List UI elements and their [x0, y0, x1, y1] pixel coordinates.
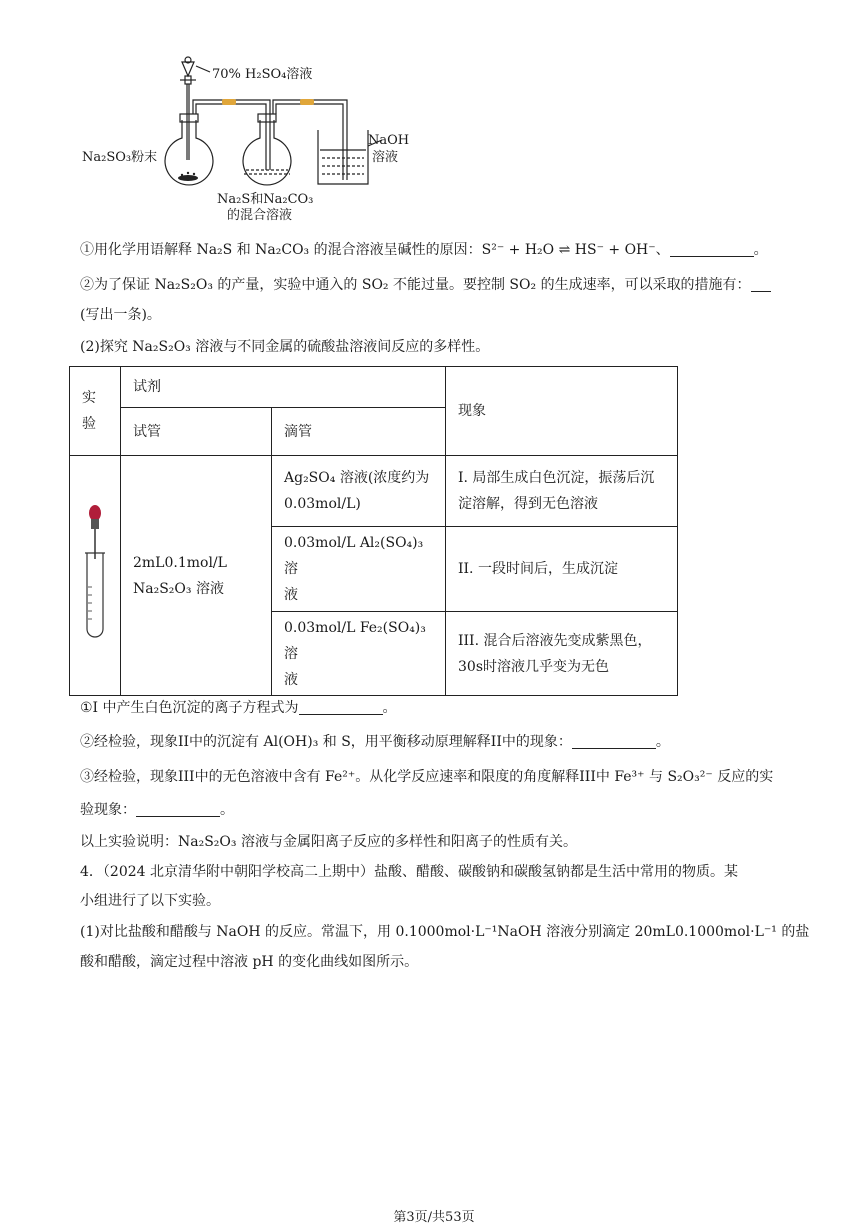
flask2-label-line2: 的混合溶液: [227, 208, 293, 223]
phenomenon-1: I. 局部生成白色沉淀，振荡后沉 淀溶解，得到无色溶液: [446, 456, 678, 527]
answer-blank[interactable]: [136, 802, 220, 817]
q2-sub3-line1: ③经检验，现象III中的无色溶液中含有 Fe²⁺。从化学反应速率和限度的角度解释III中 Fe³⁺ 与 S₂O₃²⁻ 反应的实: [80, 769, 774, 785]
experiment-table: [69, 366, 678, 696]
q1-part1-text: ①用化学用语解释 Na₂S 和 Na₂CO₃ 的混合溶液呈碱性的原因：S²⁻ + H₂O ⇌ HS⁻ + OH⁻、: [80, 242, 670, 258]
page-footer: 第3页/共53页: [393, 1210, 475, 1225]
conclusion: 以上实验说明：Na₂S₂O₃ 溶液与金属阳离子反应的多样性和阳离子的性质有关。: [80, 834, 577, 850]
phenomenon-3: III. 混合后溶液先变成紫黑色， 30s时溶液几乎变为无色: [446, 612, 678, 696]
header-reagent: 试剂: [121, 367, 446, 408]
answer-blank[interactable]: [670, 242, 754, 257]
dropper-reagent-2: 0.03mol/L Al₂(SO₄)₃ 溶 液: [272, 527, 446, 612]
q1-part1: [80, 240, 768, 260]
dropper-tube-icon: [70, 501, 120, 641]
q4-line2: 小组进行了以下实验。: [80, 893, 220, 909]
q1-part2-text: ②为了保证 Na₂S₂O₃ 的产量，实验中通入的 SO₂ 不能过量。要控制 SO₂ 的生成速率，可以采取的措施有：: [80, 277, 751, 293]
test-tube-cell: [70, 456, 121, 696]
flask2-label-line1: Na₂S和Na₂CO₃: [217, 192, 314, 207]
header-experiment: 实验: [70, 367, 121, 456]
q2-sub3-line2: 验现象： 。: [80, 802, 234, 818]
phenomenon-2: II. 一段时间后，生成沉淀: [446, 527, 678, 612]
header-tube: 试管: [121, 408, 272, 456]
answer-blank[interactable]: [572, 734, 656, 749]
dropper-reagent-1: Ag₂SO₄ 溶液(浓度约为 0.03mol/L): [272, 456, 446, 527]
q1-part2: [80, 275, 771, 295]
q4-part1-line1: (1)对比盐酸和醋酸与 NaOH 的反应。常温下，用 0.1000mol·L⁻¹NaOH 溶液分别滴定 20mL0.1000mol·L⁻¹ 的盐: [80, 924, 810, 940]
q1-part1-end: 。: [753, 242, 768, 258]
dropper-reagent-3: 0.03mol/L Fe₂(SO₄)₃ 溶 液: [272, 612, 446, 696]
q4-line1: 4．（2024 北京清华附中朝阳学校高二上期中）盐酸、醋酸、碳酸钠和碳酸氢钠都是生活中常用的物质。某: [80, 864, 738, 880]
flask1-label: Na₂SO₃粉末: [82, 150, 158, 165]
q1-part2-line2: (写出一条)。: [80, 307, 161, 323]
beaker-label-line1: NaOH: [368, 133, 410, 148]
q2-sub2: ②经检验，现象II中的沉淀有 Al(OH)₃ 和 S，用平衡移动原理解释II中的现象： 。: [80, 734, 670, 750]
header-phenomenon: 现象: [446, 367, 678, 456]
header-dropper: 滴管: [272, 408, 446, 456]
beaker-label-line2: 溶液: [372, 150, 399, 165]
q2-sub1: ①I 中产生白色沉淀的离子方程式为 。: [80, 700, 397, 716]
answer-blank[interactable]: [299, 700, 383, 715]
tube-reagent: 2mL0.1mol/L Na₂S₂O₃ 溶液: [121, 456, 272, 696]
answer-blank[interactable]: [751, 277, 771, 292]
acid-label: 70% H₂SO₄溶液: [212, 67, 313, 82]
q2-title: (2)探究 Na₂S₂O₃ 溶液与不同金属的硫酸盐溶液间反应的多样性。: [80, 339, 490, 355]
q4-part1-line2: 酸和醋酸，滴定过程中溶液 pH 的变化曲线如图所示。: [80, 954, 419, 970]
